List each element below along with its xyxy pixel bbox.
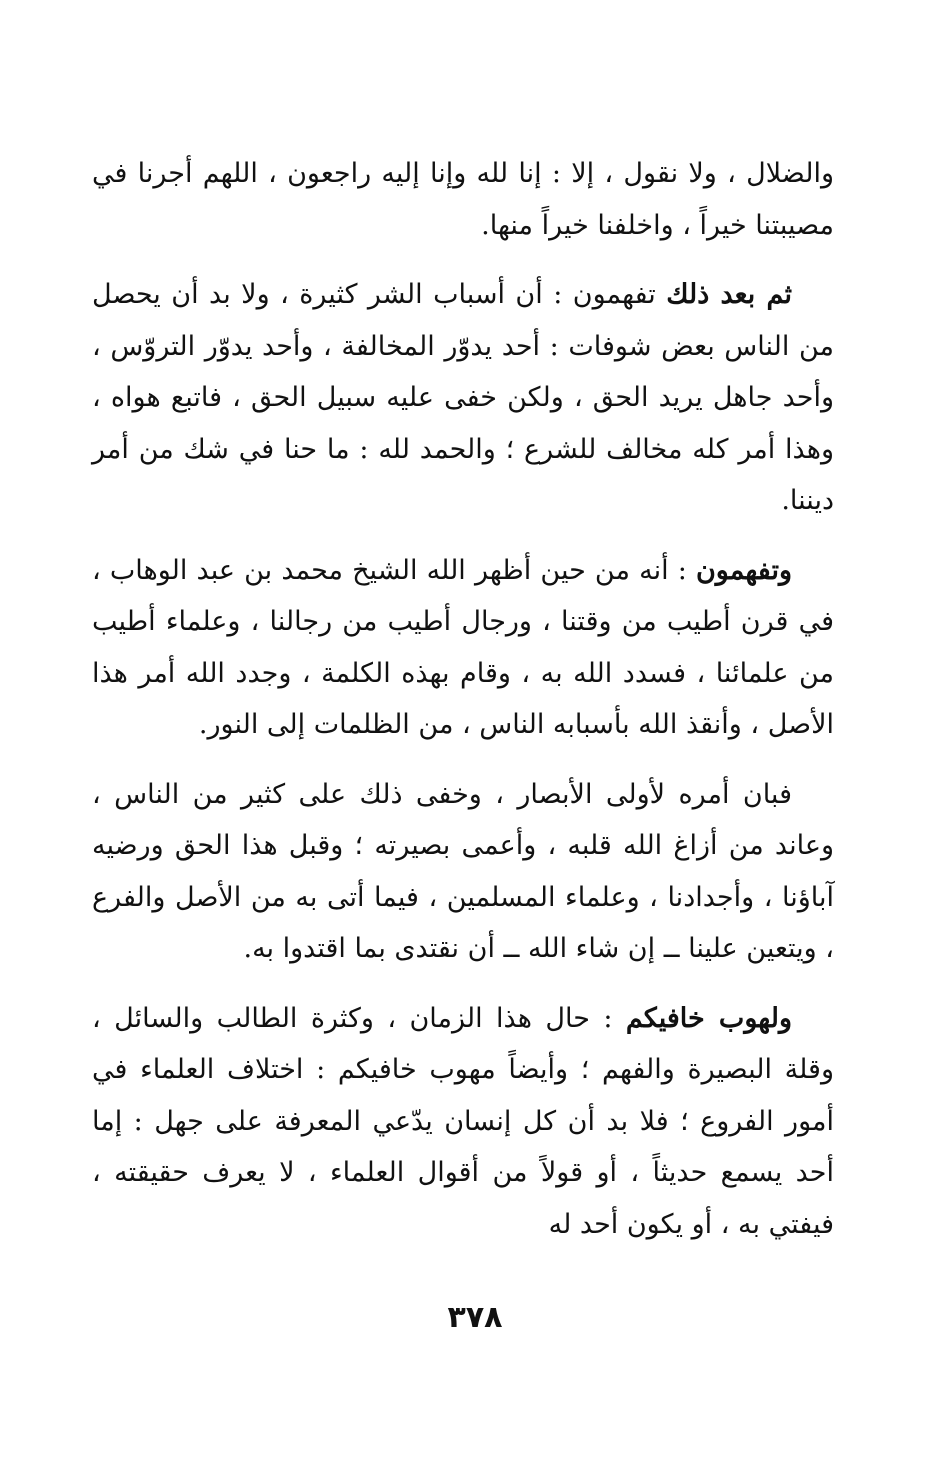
paragraph-text: : أنه من حين أظهر الله الشيخ محمد بن عبد الوهاب ، في قرن أطيب من وقتنا ، ورجال أطيب من رجالنا ، وعلماء أطيب من علمائنا ، فسدد الله به ، وقام بهذه الكلمة ، وجدد الله أمر هذا الأصل ، وأنقذ الله بأسبابه الناس ، من الظلمات إلى النور. xyxy=(92,554,834,740)
paragraph-text: فبان أمره لأولى الأبصار ، وخفى ذلك على كثير من الناس ، وعاند من أزاغ الله قلبه ، وأعمى بصيرته ؛ وقبل هذا الحق ورضيه آباؤنا ، وأجدادنا ، وعلماء المسلمين ، فيما أتى به من الأصل والفرع ، ويتعين علينا ــ إن شاء الله ــ أن نقتدى بما اقتدوا به. xyxy=(92,778,834,964)
paragraph-2 xyxy=(92,269,834,527)
paragraph-1 xyxy=(92,148,834,251)
page-number: ٣٧٨ xyxy=(447,1300,503,1335)
page-body xyxy=(92,148,834,1268)
paragraph-3 xyxy=(92,545,834,751)
paragraph-lead: ولهوب خافيكم xyxy=(625,1002,793,1034)
paragraph-text: تفهمون : أن أسباب الشر كثيرة ، ولا بد أن يحصل من الناس بعض شوفات : أحد يدوّر المخالفة ، وأحد يدوّر التروّس ، وأحد جاهل يريد الحق ، ولكن خفى عليه سبيل الحق ، فاتبع هواه ، وهذا أمر كله مخالف للشرع ؛ والحمد لله : ما حنا في شك من أمر ديننا. xyxy=(92,279,834,516)
paragraph-text: : حال هذا الزمان ، وكثرة الطالب والسائل ، وقلة البصيرة والفهم ؛ وأيضاً مهوب خافيكم : اختلاف العلماء في أمور الفروع ؛ فلا بد أن كل إنسان يدّعي المعرفة على جهل : إما أحد يسمع حديثاً ، أو قولاً من أقوال العلماء ، لا يعرف حقيقته ، فيفتي به ، أو يكون أحد له xyxy=(92,1002,834,1240)
paragraph-lead: وتفهمون xyxy=(695,554,792,586)
paragraph-text: والضلال ، ولا نقول ، إلا : إنا لله وإنا إليه راجعون ، اللهم أجرنا في مصيبتنا خيراً ، واخلفنا خيراً منها. xyxy=(92,158,834,241)
paragraph-5 xyxy=(92,993,834,1251)
paragraph-lead: ثم بعد ذلك xyxy=(666,279,792,310)
paragraph-4 xyxy=(92,769,834,975)
